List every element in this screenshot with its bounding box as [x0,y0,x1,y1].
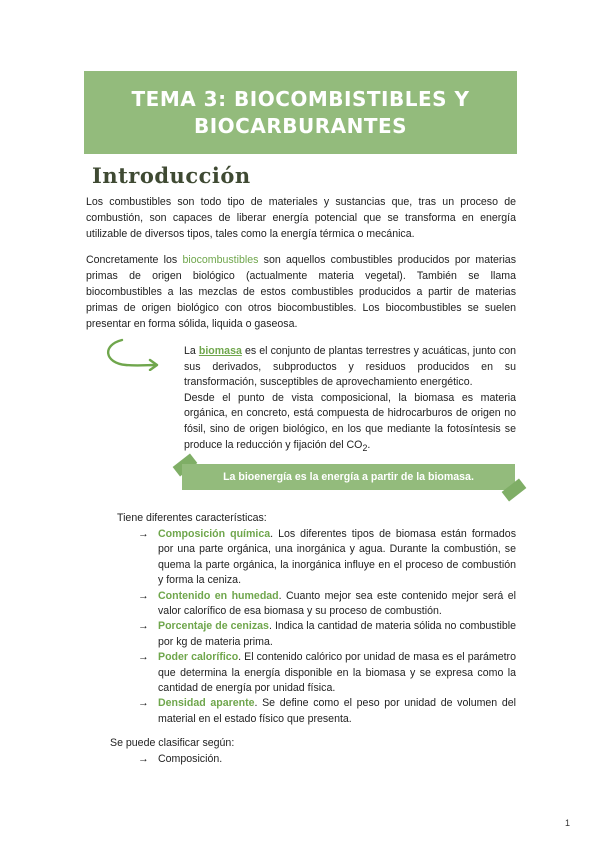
list-item [138,619,516,650]
classification-list [138,752,222,767]
title-line-1: TEMA 3: BIOCOMBISTIBLES Y [131,86,470,111]
biomasa-definition [184,344,516,391]
characteristic-text: . El contenido calórico por unidad de masa es el parámetro que determina la energía disponible en la biomasa y se expresa como la cantidad de energía por unidad física. [158,651,516,695]
biomasa-composition-end: . [367,438,371,451]
biofuel-text-after: son aquellos combustibles producidos por materias primas de origen biológico (actualmente materia vegetal). También se llama biocombustibles a las mezclas de estos combustibles producidos a partir de materias primas de origen biológico con otros biocombustibles. Los biocombustibles se suelen presentar en forma sólida, liquida o gaseosa. [86,254,516,330]
classification-item-text: Composición. [158,753,223,765]
list-item [138,696,516,727]
page-number: 1 [565,818,571,828]
arrow-right-icon: → [138,528,149,540]
arrow-right-icon: → [138,651,149,664]
arrow-right-icon: → [138,589,149,602]
characteristic-term: Poder calorífico [158,651,239,664]
arrow-right-icon: → [138,753,149,765]
characteristic-term: Contenido en humedad [158,589,279,602]
co2-subscript: 2 [362,442,368,453]
arrow-right-icon: → [138,697,149,710]
list-item [138,752,222,767]
characteristic-term: Composición química [158,528,271,540]
biomasa-text-before: La [184,345,199,357]
title-banner [84,71,517,154]
characteristic-text: . Cuanto mejor sea este contenido mejor será el valor calorífico de esa biomasa y su proceso de combustión. [158,589,516,618]
arrow-right-icon: → [138,620,149,633]
biofuel-paragraph [86,252,516,332]
biofuel-text-before: Concretamente los [86,254,183,266]
list-item [138,650,516,696]
characteristic-text: . Se define como el peso por unidad de volumen del material en el estado físico que presenta. [158,697,516,725]
characteristic-text: . Los diferentes tipos de biomasa están formados por una parte orgánica, una inorgánica y agua. Durante la combustión, se quema la parte orgánica, la inorgánica influye en el proceso de combustión y forma la ceniza. [158,528,516,587]
biomasa-composition-text: Desde el punto de vista composicional, la biomasa es materia orgánica, en concreto, está compuesta de hidrocarburos de origen no fósil, sino de origen biológico, en los que mediante la fotosíntesis se produce la reducción y fijación del CO [184,391,516,451]
characteristic-term: Densidad aparente [158,697,255,710]
biomasa-block [184,344,516,456]
characteristic-text: . Indica la cantidad de materia sólida no combustible por kg de materia prima. [158,620,517,648]
characteristics-list [138,527,516,727]
classification-intro: Se puede clasificar según: [110,737,235,749]
biomasa-term: biomasa [198,345,242,357]
characteristic-term: Porcentaje de cenizas [158,620,269,633]
curved-arrow-icon [98,337,162,371]
section-heading: Introducción [92,163,251,188]
biomasa-composition [184,391,516,456]
title-line-2: BIOCARBURANTES [193,113,408,138]
list-item [138,527,516,589]
biofuel-term: biocombustibles [182,254,259,266]
biomasa-text-after: es el conjunto de plantas terrestres y acuáticas, junto con sus derivados, subproductos y residuos producidos en su transformación, susceptibles de aprovechamiento energético. [184,345,516,389]
bioenergy-callout: La bioenergía es la energía a partir de la biomasa. [182,464,515,490]
intro-paragraph: Los combustibles son todo tipo de materiales y sustancias que, tras un proceso de combustión, son capaces de liberar energía potencial que se transforma en energía utilizable de diversos tipos, tales como la energía térmica o mecánica. [86,196,516,240]
list-item [138,589,516,620]
characteristics-intro: Tiene diferentes características: [117,512,267,524]
